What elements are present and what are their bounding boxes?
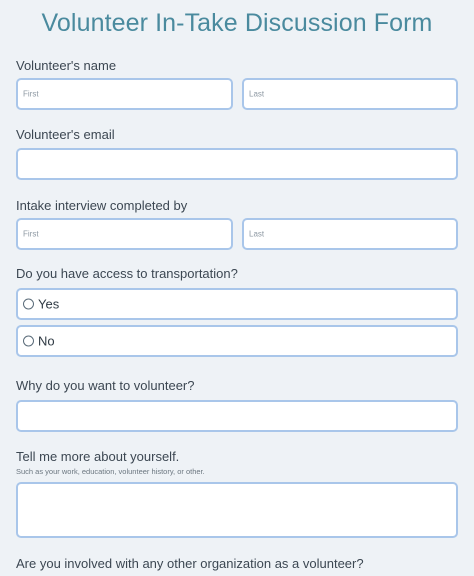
radio-icon[interactable] xyxy=(23,336,34,347)
transportation-label: Do you have access to transportation? xyxy=(16,266,238,281)
volunteer-name-label: Volunteer's name xyxy=(16,58,117,73)
why-volunteer-label: Why do you want to volunteer? xyxy=(16,378,195,393)
volunteer-email-label: Volunteer's email xyxy=(16,127,115,142)
transportation-option-no[interactable] xyxy=(16,325,458,357)
interviewer-last-name-input[interactable] xyxy=(242,218,458,250)
radio-icon[interactable] xyxy=(23,299,34,310)
volunteer-last-name-input[interactable] xyxy=(242,78,458,110)
interviewer-first-placeholder: First xyxy=(23,229,39,239)
first-name-placeholder: First xyxy=(23,89,39,99)
transportation-option-yes[interactable] xyxy=(16,288,458,320)
option-no-label: No xyxy=(38,333,55,349)
option-yes-label: Yes xyxy=(38,296,60,312)
interviewer-label: Intake interview completed by xyxy=(16,198,188,213)
other-organization-label: Are you involved with any other organization as a volunteer? xyxy=(16,556,364,571)
about-yourself-textarea[interactable] xyxy=(16,482,458,538)
interviewer-last-placeholder: Last xyxy=(249,229,265,239)
last-name-placeholder: Last xyxy=(249,89,265,99)
volunteer-first-name-input[interactable] xyxy=(16,78,233,110)
about-yourself-hint: Such as your work, education, volunteer history, or other. xyxy=(16,467,205,476)
interviewer-first-name-input[interactable] xyxy=(16,218,233,250)
volunteer-email-input[interactable] xyxy=(16,148,458,180)
form-title: Volunteer In-Take Discussion Form xyxy=(41,9,433,37)
about-yourself-label: Tell me more about yourself. xyxy=(16,449,180,464)
why-volunteer-input[interactable] xyxy=(16,400,458,432)
